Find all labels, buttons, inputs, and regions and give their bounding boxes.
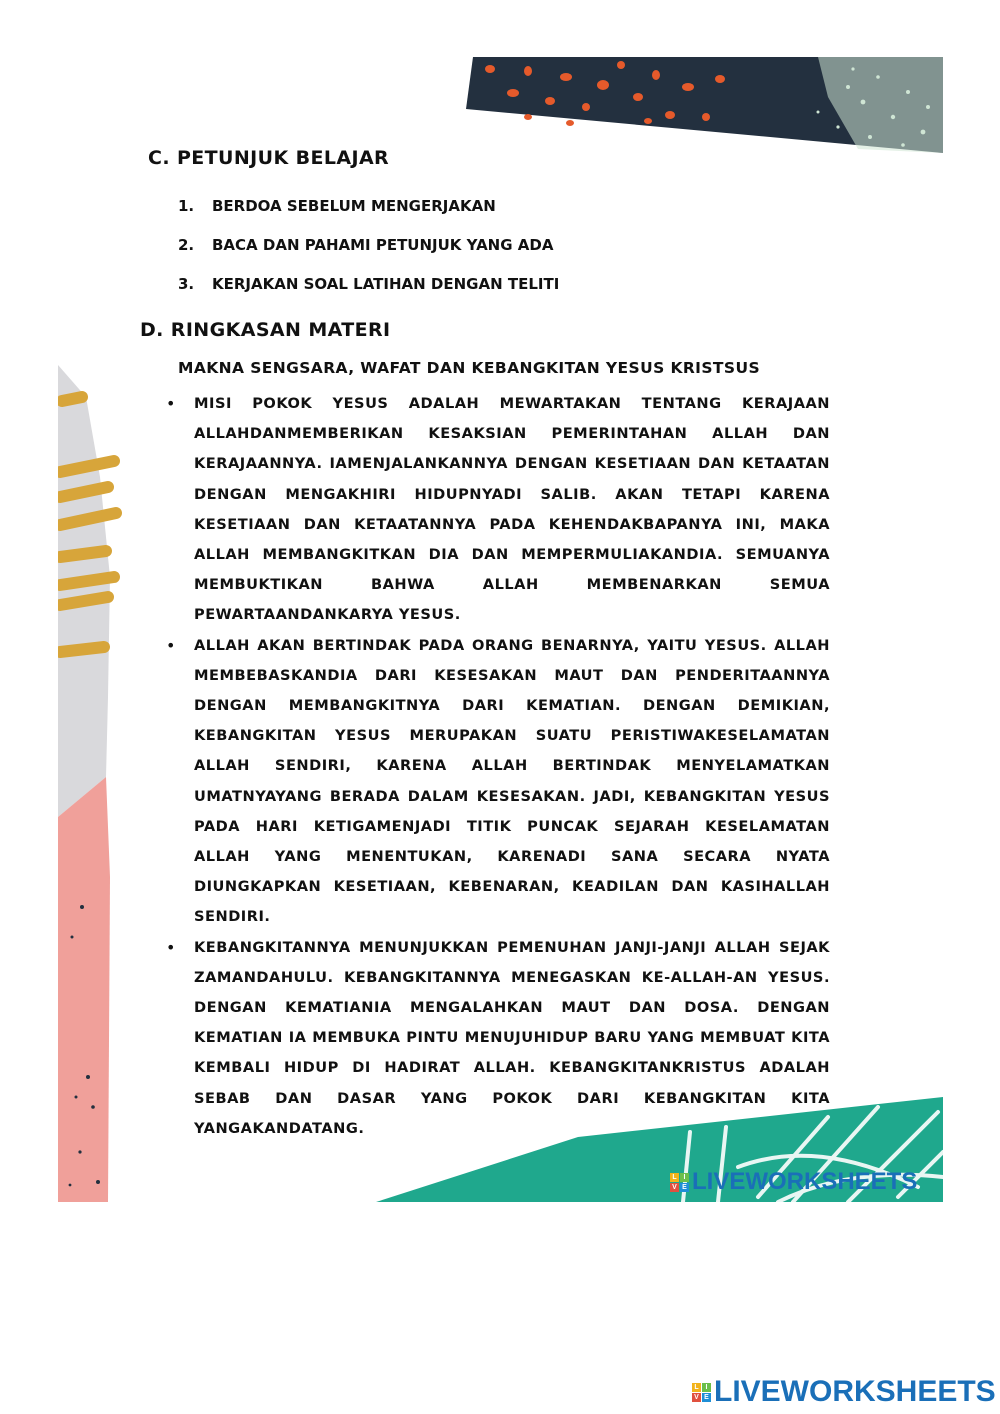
list-item xyxy=(166,631,830,933)
top-right-brush-decoration xyxy=(466,57,943,153)
logo-letter: L xyxy=(692,1383,701,1392)
bullet-icon: • xyxy=(166,394,176,413)
study-instructions-list xyxy=(178,197,559,314)
section-c-title: C. PETUNJUK BELAJAR xyxy=(148,147,390,169)
paragraph: KEBANGKITANNYA MENUNJUKKAN PEMENUHAN JANJI-JANJI ALLAH SEJAK ZAMANDAHULU. KEBANGKITANNYA MENEGASKAN KE-ALLAH-AN YESUS. DENGAN KEMATIANIA MENGALAHKAN MAUT DAN DOSA. DENGAN KEMATIAN IA MEMBUKA PINTU MENUJUHIDUP BARU YANG MEMBUAT KITA KEMBALI HIDUP DI HADIRAT ALLAH. KEBANGKITANKRISTUS ADALAH SEBAB DAN DASAR YANG POKOK DARI KEBANGKITAN KITA YANGAKANDATANG. xyxy=(194,938,830,1137)
logo-letter: E xyxy=(702,1393,711,1402)
step-number: 3. xyxy=(178,275,195,293)
logo-letter: V xyxy=(670,1183,679,1192)
paragraph: MISI POKOK YESUS ADALAH MEWARTAKAN TENTANG KERAJAAN ALLAHDANMEMBERIKAN KESAKSIAN PEMERINTAHAN ALLAH DAN KERAJAANNYA. IAMENJALANKANNYA DENGAN KESETIAAN DAN KETAATAN DENGAN MENGAKHIRI HIDUPNYADI SALIB. AKAN TETAPI KARENA KESETIAAN DAN KETAATANNYA PADA KEHENDAKBAPANYA INI, MAKA ALLAH MEMBANGKITKAN DIA DAN MEMPERMULIAKANDIA. SEMUANYA MEMBUKTIKAN BAHWA ALLAH MEMBENARKAN SEMUA PEWARTAANDANKARYA YESUS. xyxy=(194,395,830,624)
bullet-icon: • xyxy=(166,937,176,957)
liveworksheets-logo-icon xyxy=(670,1173,689,1192)
section-d-title: D. RINGKASAN MATERI xyxy=(140,319,391,341)
watermark-text: LIVEWORKSHEETS xyxy=(692,1168,918,1195)
bullet-icon: • xyxy=(166,635,176,655)
paragraph: ALLAH AKAN BERTINDAK PADA ORANG BENARNYA, YAITU YESUS. ALLAH MEMBEBASKANDIA DARI KESESAKAN MAUT DAN PENDERITAANNYA DENGAN MEMBANGKITNYA DARI KEMATIAN. DENGAN DEMIKIAN, KEBANGKITAN YESUS MERUPAKAN SUATU PERISTIWAKESELAMATAN ALLAH SENDIRI, KARENA ALLAH BERTINDAK MENYELAMATKAN UMATNYAYANG BERADA DALAM KESESAKAN. JADI, KEBANGKITAN YESUS PADA HARI KETIGAMENJADI TITIK PUNCAK SEJARAH KESELAMATAN ALLAH YANG MENENTUKAN, KARENADI SANA SECARA NYATA DIUNGKAPKAN KESETIAAN, KEBENARAN, KEADILAN DAN KASIHALLAH SENDIRI. xyxy=(194,636,830,926)
logo-letter: V xyxy=(692,1393,701,1402)
logo-letter: I xyxy=(680,1173,689,1182)
step-text: KERJAKAN SOAL LATIHAN DENGAN TELITI xyxy=(212,275,560,293)
step-text: BERDOA SEBELUM MENGERJAKAN xyxy=(212,197,496,215)
step-text: BACA DAN PAHAMI PETUNJUK YANG ADA xyxy=(212,236,554,254)
list-item xyxy=(178,275,559,314)
left-stripe-decoration xyxy=(58,365,116,1202)
liveworksheets-watermark-inner xyxy=(670,1168,917,1196)
logo-letter: L xyxy=(670,1173,679,1182)
worksheet-page xyxy=(58,57,943,1202)
liveworksheets-logo-icon xyxy=(692,1383,711,1402)
list-item xyxy=(166,933,830,1144)
liveworksheets-watermark xyxy=(692,1375,996,1409)
material-summary-list xyxy=(166,389,830,1144)
list-item xyxy=(178,236,559,275)
step-number: 1. xyxy=(178,197,195,215)
logo-letter: E xyxy=(680,1183,689,1192)
logo-letter: I xyxy=(702,1383,711,1392)
watermark-text: LIVEWORKSHEETS xyxy=(714,1375,996,1408)
step-number: 2. xyxy=(178,236,195,254)
list-item xyxy=(166,389,830,631)
material-subtitle: MAKNA SENGSARA, WAFAT DAN KEBANGKITAN YESUS KRISTSUS xyxy=(178,359,761,377)
list-item xyxy=(178,197,559,236)
